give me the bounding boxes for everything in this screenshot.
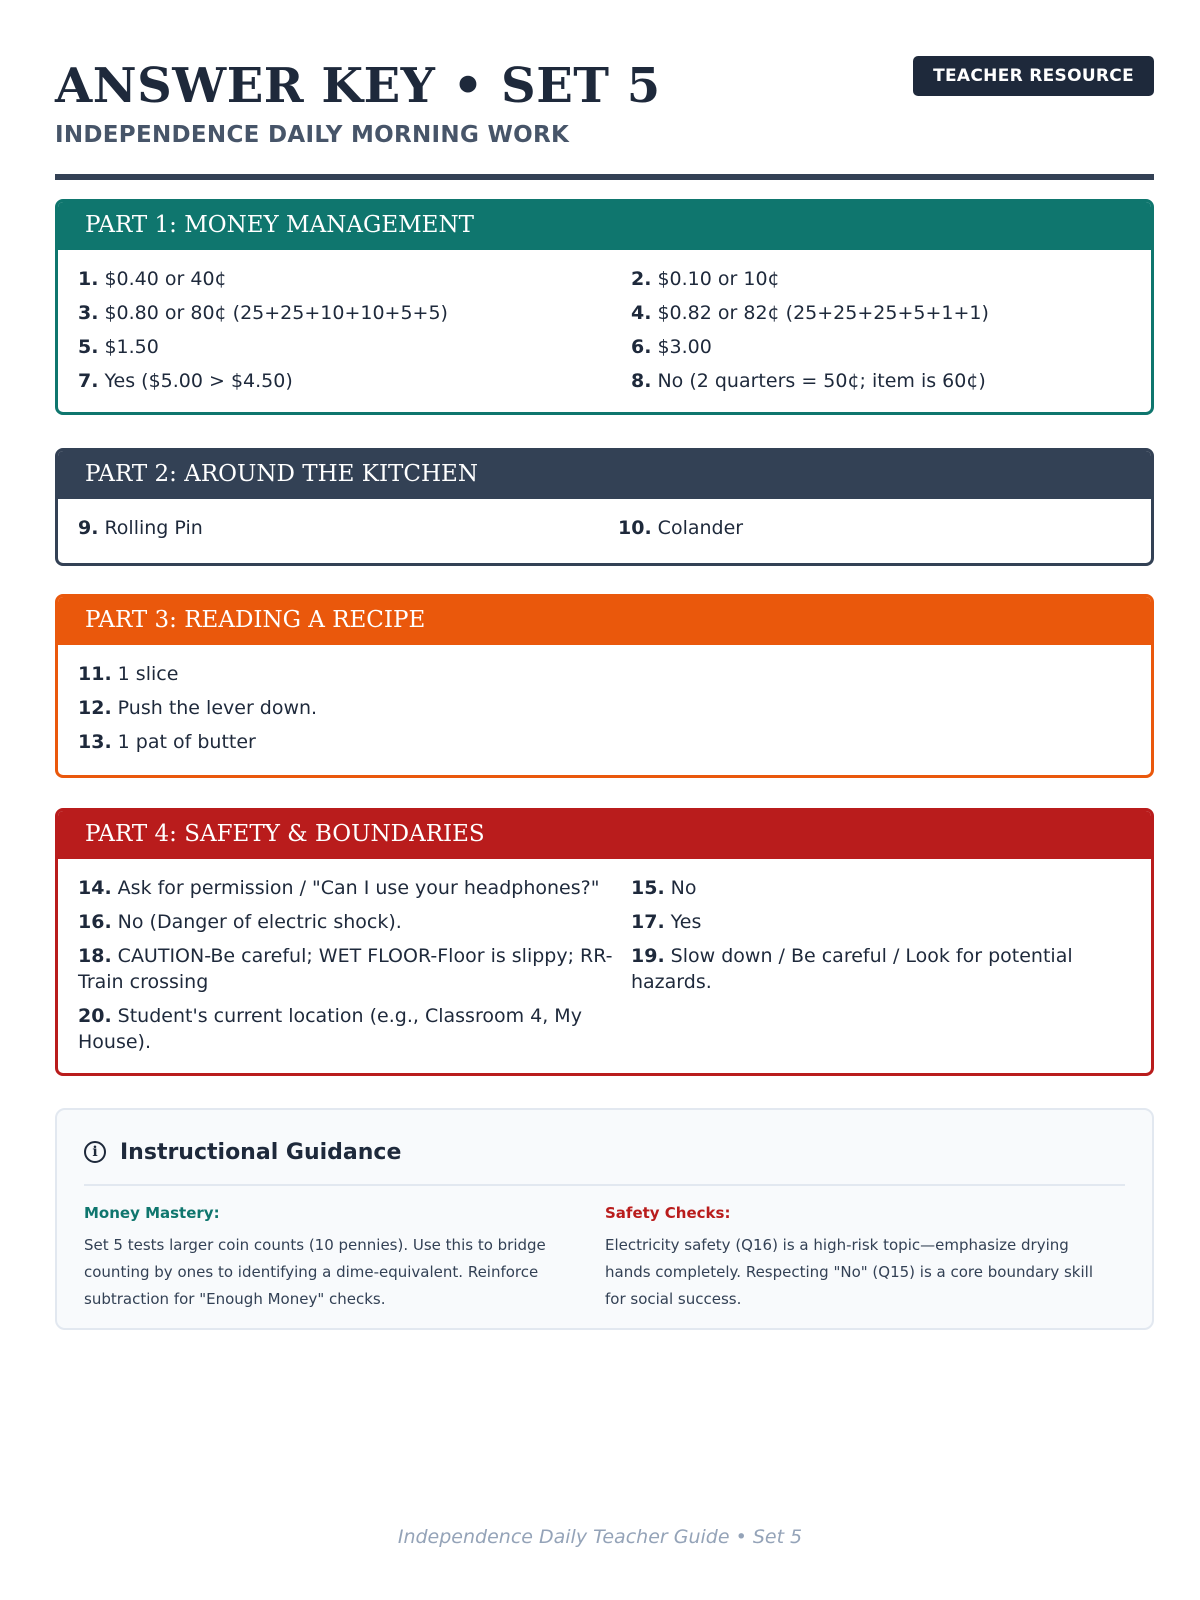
section-title: PART 3: READING A RECIPE xyxy=(58,597,1151,645)
answer-item: 12. Push the lever down. xyxy=(78,697,318,719)
answer-item: 16. No (Danger of electric shock). xyxy=(78,911,402,933)
answer-item: 6. $3.00 xyxy=(631,336,712,358)
answer-item: 4. $0.82 or 82¢ (25+25+25+5+1+1) xyxy=(631,302,989,324)
section-title: PART 4: SAFETY & BOUNDARIES xyxy=(58,811,1151,859)
answer-item: 17. Yes xyxy=(631,911,702,933)
instructional-guidance-box xyxy=(55,1108,1154,1330)
guidance-header xyxy=(84,1120,1125,1186)
teacher-resource-badge: TEACHER RESOURCE xyxy=(913,56,1154,96)
answer-item: 20. Student's current location (e.g., Classroom 4, My House). xyxy=(78,1005,582,1053)
page-title: ANSWER KEY • SET 5 xyxy=(55,58,661,114)
section-title: PART 2: AROUND THE KITCHEN xyxy=(58,451,1151,499)
answer-item: 13. 1 pat of butter xyxy=(78,731,256,753)
answer-list xyxy=(58,859,1151,1055)
answer-list xyxy=(58,499,1151,541)
answer-item: 15. No xyxy=(631,877,697,899)
answer-item: 19. Slow down / Be careful / Look for potential hazards. xyxy=(631,945,1073,993)
safety-checks-note xyxy=(605,1204,1105,1313)
page-footer: Independence Daily Teacher Guide • Set 5 xyxy=(397,1526,803,1548)
answer-item: 9. Rolling Pin xyxy=(78,517,203,539)
page-header xyxy=(55,54,1154,180)
answer-item: 8. No (2 quarters = 50¢; item is 60¢) xyxy=(631,370,986,392)
answer-item: 7. Yes ($5.00 > $4.50) xyxy=(78,370,293,392)
note-label: Safety Checks: xyxy=(605,1204,731,1222)
guidance-title: Instructional Guidance xyxy=(120,1139,402,1165)
answer-list xyxy=(58,250,1151,394)
note-label: Money Mastery: xyxy=(84,1204,220,1222)
note-text: Set 5 tests larger coin counts (10 pennies). Use this to bridge counting by ones to identifying a dime-equivalent. Reinforce subtraction for "Enough Money" checks. xyxy=(84,1236,546,1308)
answer-item: 3. $0.80 or 80¢ (25+25+10+10+5+5) xyxy=(78,302,448,324)
section-around-the-kitchen xyxy=(55,448,1154,566)
guidance-columns xyxy=(84,1204,1125,1313)
answer-item: 14. Ask for permission / "Can I use your headphones?" xyxy=(78,877,600,899)
section-title: PART 1: MONEY MANAGEMENT xyxy=(58,202,1151,250)
section-money-management xyxy=(55,199,1154,415)
section-safety-boundaries xyxy=(55,808,1154,1076)
page-subtitle: INDEPENDENCE DAILY MORNING WORK xyxy=(55,122,570,148)
answer-item: 11. 1 slice xyxy=(78,663,179,685)
answer-item: 10. Colander xyxy=(618,517,744,539)
info-icon: i xyxy=(84,1141,106,1163)
answer-key-page xyxy=(55,54,1154,1308)
answer-item: 2. $0.10 or 10¢ xyxy=(631,268,780,290)
answer-list xyxy=(58,645,1151,755)
money-mastery-note xyxy=(84,1204,578,1313)
answer-item: 1. $0.40 or 40¢ xyxy=(78,268,227,290)
answer-item: 18. CAUTION-Be careful; WET FLOOR-Floor is slippy; RR-Train crossing xyxy=(78,945,613,993)
section-reading-a-recipe xyxy=(55,594,1154,778)
note-text: Electricity safety (Q16) is a high-risk topic—emphasize drying hands completely. Respecting "No" (Q15) is a core boundary skill for social success. xyxy=(605,1236,1093,1308)
answer-item: 5. $1.50 xyxy=(78,336,159,358)
